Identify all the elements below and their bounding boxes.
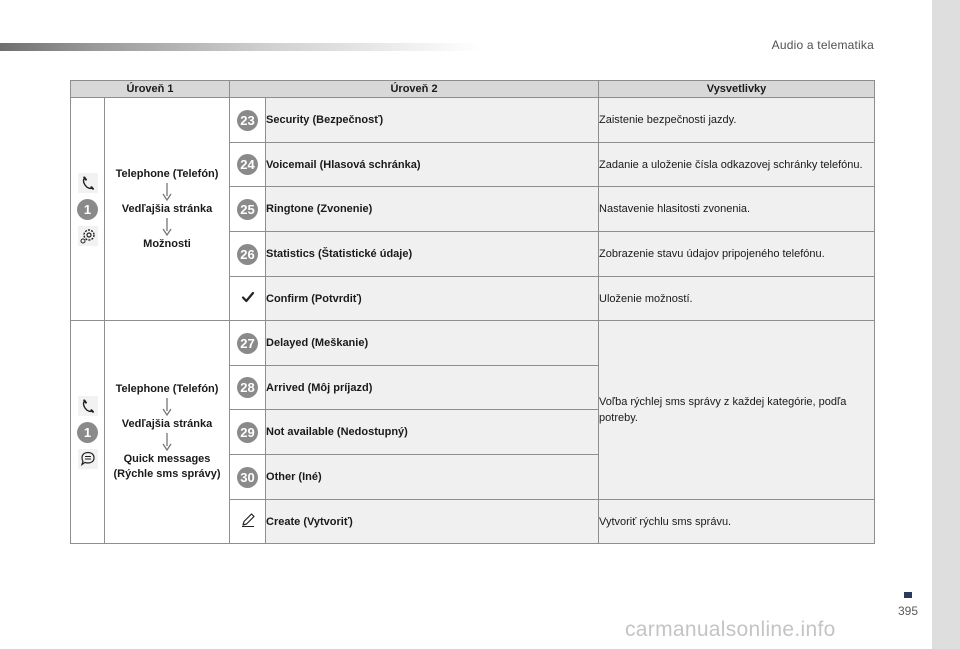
level2-options-label: Možnosti (143, 237, 191, 250)
description-security: Zaistenie bezpečnosti jazdy. (599, 98, 875, 143)
down-arrow-icon (161, 433, 173, 451)
header-gradient-bar (0, 43, 480, 51)
checkmark-icon (241, 290, 255, 304)
down-arrow-icon (161, 183, 173, 201)
level1-cell-telephone-messages (71, 321, 105, 544)
option-confirm: Confirm (Potvrdiť) (266, 277, 599, 321)
row-number-cell (230, 455, 266, 500)
table-row (71, 98, 875, 143)
option-voicemail: Voicemail (Hlasová schránka) (266, 143, 599, 187)
level2-subpage-label: Vedľajšia stránka (121, 202, 213, 215)
row-number-cell (230, 366, 266, 410)
option-number-badge: 25 (237, 199, 258, 220)
option-ringtone: Ringtone (Zvonenie) (266, 187, 599, 232)
option-create: Create (Vytvoriť) (266, 500, 599, 544)
level2-telephone-label: Telephone (Telefón) (115, 167, 219, 180)
down-arrow-icon (161, 218, 173, 236)
row-number-cell (230, 232, 266, 277)
level2-cell-telephone-messages (105, 321, 230, 544)
option-number-badge: 23 (237, 110, 258, 131)
row-icon-cell (230, 500, 266, 544)
option-number-badge: 28 (237, 377, 258, 398)
header-level-2: Úroveň 2 (230, 81, 599, 98)
description-voicemail: Zadanie a uloženie čísla odkazovej schránky telefónu. (599, 143, 875, 187)
telephone-handset-icon (78, 173, 98, 193)
table-row (71, 321, 875, 366)
level1-cell-telephone-options (71, 98, 105, 321)
option-number-badge: 26 (237, 244, 258, 265)
option-other: Other (Iné) (266, 455, 599, 500)
row-number-cell (230, 143, 266, 187)
side-strip (932, 0, 960, 649)
level2-quick-messages-label: Quick messages (Rýchle sms správy) (113, 453, 221, 480)
description-create: Vytvoriť rýchlu sms správu. (599, 500, 875, 544)
level1-badge: 1 (77, 199, 98, 220)
row-number-cell (230, 410, 266, 455)
option-number-badge: 27 (237, 333, 258, 354)
settings-gear-icon (78, 226, 98, 246)
row-number-cell (230, 321, 266, 366)
page-marker (904, 592, 912, 598)
page-number: 395 (898, 604, 919, 618)
pencil-icon (240, 512, 256, 528)
row-number-cell (230, 187, 266, 232)
option-not-available: Not available (Nedostupný) (266, 410, 599, 455)
option-number-badge: 30 (237, 467, 258, 488)
down-arrow-icon (161, 398, 173, 416)
level1-badge: 1 (77, 422, 98, 443)
description-confirm: Uloženie možností. (599, 277, 875, 321)
description-quick-messages: Voľba rýchlej sms správy z každej kategórie, podľa potreby. (599, 321, 875, 500)
message-bubble-icon (78, 449, 98, 469)
menu-table (70, 80, 875, 544)
header-description: Vysvetlivky (599, 81, 875, 98)
table-header-row (71, 81, 875, 98)
level2-subpage-label: Vedľajšia stránka (121, 418, 213, 430)
option-number-badge: 24 (237, 154, 258, 175)
watermark: carmanualsonline.info (625, 618, 836, 641)
option-arrived: Arrived (Môj príjazd) (266, 366, 599, 410)
option-statistics: Statistics (Štatistické údaje) (266, 232, 599, 277)
chapter-title: Audio a telematika (771, 38, 874, 52)
option-security: Security (Bezpečnosť) (266, 98, 599, 143)
description-ringtone: Nastavenie hlasitosti zvonenia. (599, 187, 875, 232)
option-delayed: Delayed (Meškanie) (266, 321, 599, 366)
telephone-handset-icon (78, 396, 98, 416)
description-statistics: Zobrazenie stavu údajov pripojeného telefónu. (599, 232, 875, 277)
level2-cell-telephone-options (105, 98, 230, 321)
row-number-cell (230, 98, 266, 143)
level2-telephone-label: Telephone (Telefón) (115, 383, 219, 395)
row-icon-cell (230, 277, 266, 321)
header-level-1: Úroveň 1 (71, 81, 230, 98)
option-number-badge: 29 (237, 422, 258, 443)
